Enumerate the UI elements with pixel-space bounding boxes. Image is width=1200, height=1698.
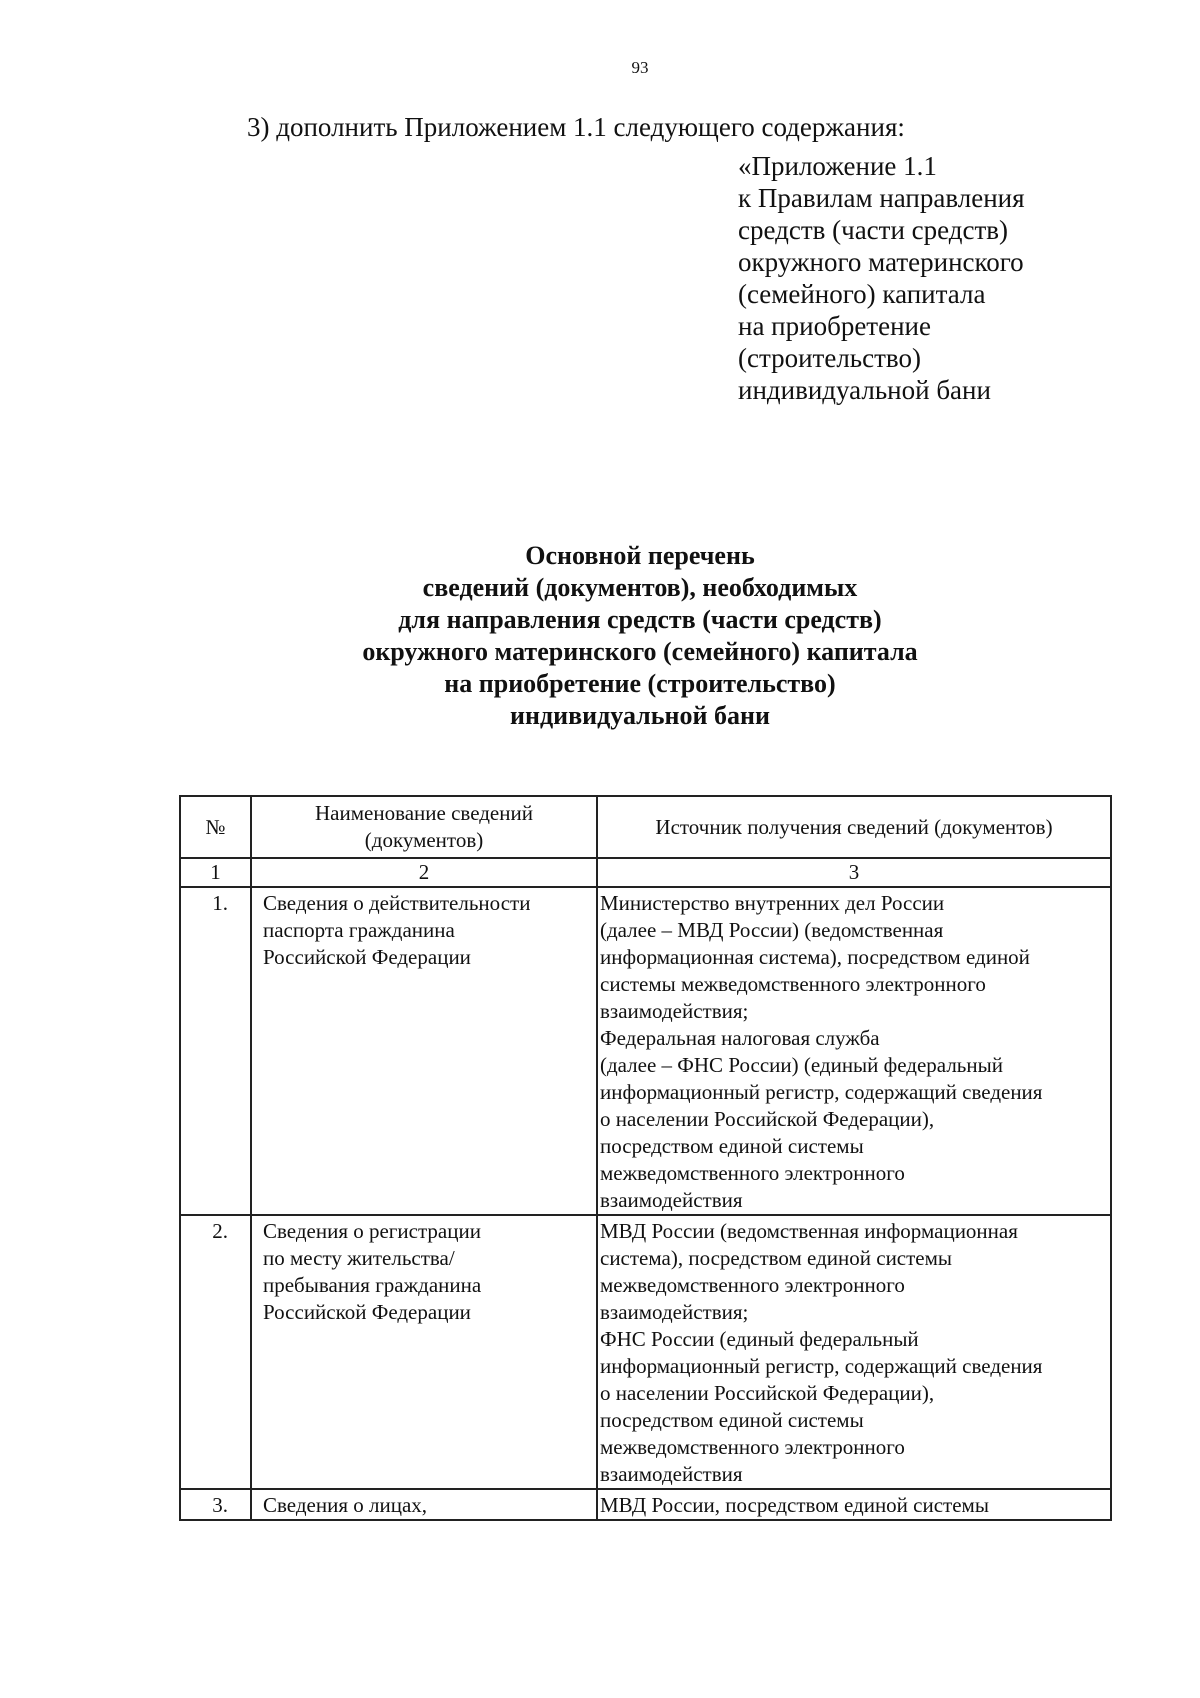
row-name: Сведения о действительности паспорта гражданина Российской Федерации — [251, 887, 597, 1215]
row-number: 3. — [180, 1489, 251, 1520]
table-row — [180, 887, 1111, 1215]
page-number: 93 — [631, 58, 649, 77]
header-number: № — [180, 796, 251, 858]
header-name — [251, 796, 597, 858]
table-header-row — [180, 796, 1111, 858]
appendix-header-line: (семейного) капитала — [738, 279, 986, 309]
column-number: 2 — [251, 858, 597, 887]
row-source: МВД России (ведомственная информационная система), посредством единой системы межведомственного электронного взаимодействия; ФНС России (единый федеральный информационный регистр, содержащий сведения о населении Российской Федерации), посредством единой системы межведомственного электронного взаимодействия — [597, 1215, 1111, 1489]
row-number: 2. — [180, 1215, 251, 1489]
appendix-header-line: «Приложение 1.1 — [738, 151, 937, 181]
appendix-header-line: индивидуальной бани — [738, 375, 991, 405]
table-row — [180, 1489, 1111, 1520]
document-title-line: Основной перечень — [525, 541, 755, 570]
appendix-header-line: на приобретение — [738, 311, 931, 341]
header-name-line: Наименование сведений — [315, 801, 533, 825]
header-name-line: (документов) — [364, 828, 484, 852]
row-source: Министерство внутренних дел России (далее – МВД России) (ведомственная информационная система), посредством единой системы межведомственного электронного взаимодействия; Федеральная налоговая служба (далее – ФНС России) (единый федеральный информационный регистр, содержащий сведения о населении Российской Федерации), посредством единой системы межведомственного электронного взаимодействия — [597, 887, 1111, 1215]
table-row — [180, 1215, 1111, 1489]
appendix-header-line: к Правилам направления — [738, 183, 1025, 213]
column-number: 3 — [597, 858, 1111, 887]
document-title-line: окружного материнского (семейного) капитала — [362, 637, 918, 666]
document-title-line: сведений (документов), необходимых — [422, 573, 858, 602]
appendix-header — [738, 150, 1025, 406]
appendix-header-line: средств (части средств) — [738, 215, 1009, 245]
row-name: Сведения о лицах, — [251, 1489, 597, 1520]
amendment-text: 3) дополнить Приложением 1.1 следующего содержания: — [247, 112, 905, 142]
row-name: Сведения о регистрации по месту жительства/ пребывания гражданина Российской Федерации — [251, 1215, 597, 1489]
document-title — [0, 540, 1200, 732]
row-number: 1. — [180, 887, 251, 1215]
appendix-header-line: (строительство) — [738, 343, 921, 373]
documents-table — [179, 795, 1112, 1521]
column-number: 1 — [180, 858, 251, 887]
column-number-row — [180, 858, 1111, 887]
header-source: Источник получения сведений (документов) — [597, 796, 1111, 858]
document-title-line: для направления средств (части средств) — [398, 605, 882, 634]
document-title-line: индивидуальной бани — [510, 701, 770, 730]
row-source: МВД России, посредством единой системы — [597, 1489, 1111, 1520]
appendix-header-line: окружного материнского — [738, 247, 1024, 277]
document-title-line: на приобретение (строительство) — [444, 669, 836, 698]
